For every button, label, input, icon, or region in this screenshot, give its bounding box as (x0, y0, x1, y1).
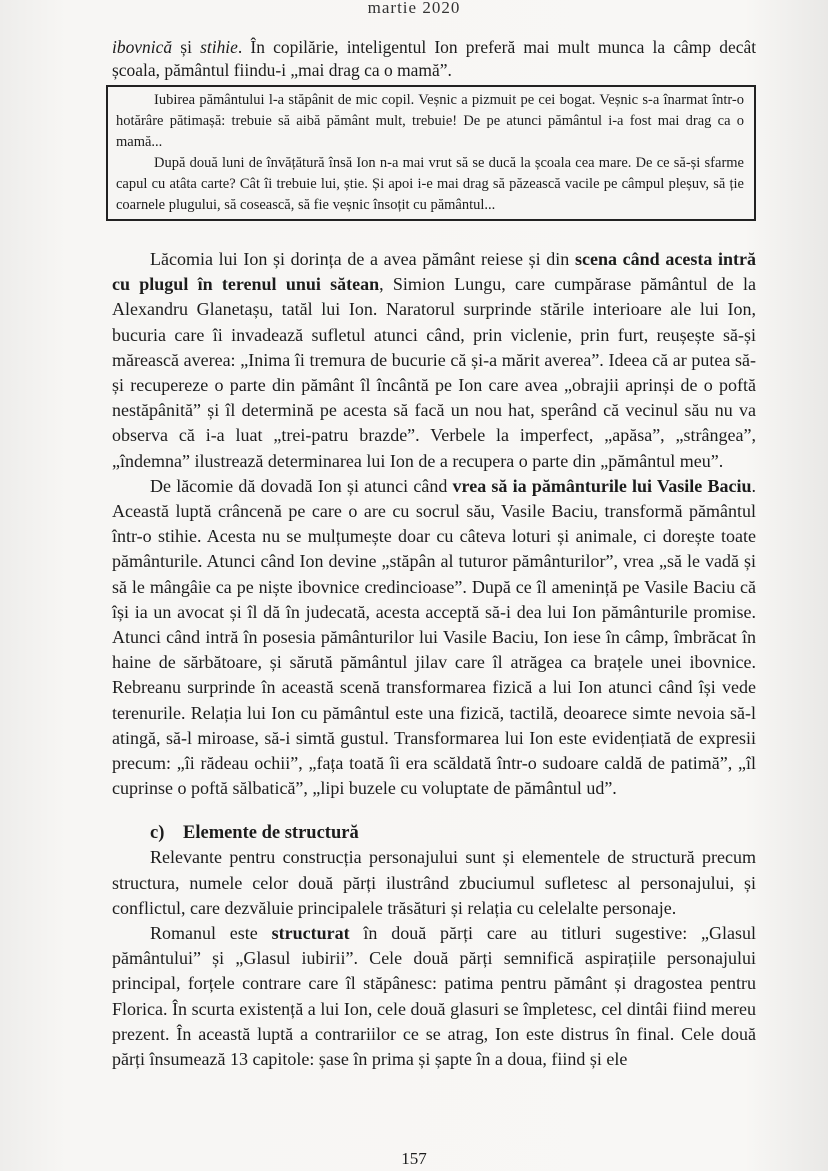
section-title: Elemente de structură (183, 823, 359, 844)
quote-paragraph: După două luni de învățătură însă Ion n-a mai vrut să se ducă la școala cea mare. De ce să-și sfarme capul cu atâta carte? Cât îi trebuie lui, știe. Și apoi i-e mai drag să păzească vacile pe câmpul pleșuv, să ție coarnele plugului, să cosească, să fie veșnic însoțit cu pământul... (116, 155, 744, 213)
text: în două părți care au titluri sugestive: „Glasul pământului” și „Glasul iubirii”. Cele două părți semnifică aspirațiile personajului principal, forțele contrare care îl stăpânesc: patima pentru pământ și dragostea pentru Florica. În scurta existență a lui Ion, cele două glasuri se împletesc, cel dintâi fiind mereu prezent. În această luptă a contrariilor ce se atrag, Ion este distrus în final. Cele două părți însumează 13 capitole: șase în prima și șapte în a doua, fiind și ele (112, 923, 756, 1070)
page-number: 157 (401, 1149, 427, 1168)
bold-phrase: scena când acesta intră cu plugul în terenul unui sătean (112, 249, 756, 295)
intro-paragraph (112, 36, 756, 82)
text: și (172, 37, 201, 57)
paragraph (112, 247, 756, 474)
section-heading (150, 821, 756, 845)
text: . În copilărie, inteligentul Ion preferă mai mult munca la câmp decât școala, pământul fiindu-i „mai drag ca o mamă”. (112, 37, 757, 80)
text: Relevante pentru construcția personajului sunt și elementele de structură precum structura, numele celor două părți ilustrând zbuciumul sufletesc al personajului, și conflictul, care dezvăluie principalele trăsături și relația cu celelalte personaje. (112, 847, 756, 918)
paragraph (112, 474, 756, 802)
quote-box (106, 85, 756, 221)
text: De lăcomie dă dovadă Ion și atunci când (150, 475, 453, 496)
italic-term: stihie (200, 37, 238, 57)
quote-paragraph: Iubirea pământului l-a stăpânit de mic copil. Veșnic a pizmuit pe cei bogat. Veșnic s-a înarmat într-o hotărâre pătimașă: trebuie să aibă pământ mult, trebuie! De pe atunci pământul i-a fost mai drag ca o mamă... (116, 92, 744, 150)
running-head: martie 2020 (367, 0, 461, 17)
bold-phrase: vrea să ia pământurile lui Vasile Baciu (452, 475, 752, 496)
text: , Simion Lungu, care cumpărase pământul de la Alexandru Glanetașu, tatăl lui Ion. Naratorul surprinde stările interioare ale lui Ion, bucuria care îi invadează sufletul atunci când, prin viclenie, prin furt, reușește să-și mărească averea: „Inima îi tremura de bucurie că și-a mărit averea”. Ideea că ar putea să-și recupereze o parte din pământ îl încântă pe Ion care avea „obrajii aprinși de o poftă nestăpânită” și îl determină pe acesta să facă un nou hat, sperând că vecinul său nu va observa că i-a luat „trei-patru brazde”. Verbele la imperfect, „apăsa”, „strângea”, „îndemna” ilustrează determinarea lui Ion de a recupera o parte din „pământul meu”. (112, 274, 756, 471)
text: Lăcomia lui Ion și dorința de a avea pământ reiese și din (150, 249, 575, 269)
italic-term: ibovnică (112, 37, 173, 57)
text: . Această luptă crâncenă pe care o are cu socrul său, Vasile Baciu, transformă pământul într-o stihie. Acesta nu se mulțumește doar cu câteva loturi și animale, ci dorește toate pământurile. Atunci când Ion devine „stăpân al tuturor pământurilor”, vrea „să le vadă și să le mângâie ca pe niște ibovnice credincioase”. După ce îl amenință pe Vasile Baciu că își ia un avocat și îl dă în judecată, acesta acceptă să-i dea lui Ion pământurile promise. Atunci când intră în posesia pământurilor lui Vasile Baciu, Ion iese în câmp, îmbrăcat în haine de sărbătoare, și sărută pământul jilav care îl atrăgea ca brațele unei ibovnice. Rebreanu surprinde în această scenă transformarea fizică a lui Ion atunci când își vede terenurile. Relația lui Ion cu pământul este una fizică, tactilă, deoarece simte nevoia să-l atingă, să-l miroase, să-i simtă gustul. Transformarea lui Ion este evidențiată de expresii precum: „îi rădeau ochii”, „fața toată îi era scăldată într-o sudoare caldă de patimă”, „îl cuprinse o poftă sălbatică”, „lipi buzele cu voluptate de pământul ud”. (112, 475, 756, 799)
paragraph (112, 921, 756, 1072)
bold-phrase: structurat (271, 923, 350, 944)
section-body-text (112, 845, 756, 1072)
text: Romanul este (150, 923, 272, 944)
paragraph (112, 845, 756, 921)
section-letter: c) (150, 823, 165, 844)
page-content (112, 36, 756, 1072)
body-text (112, 247, 756, 801)
